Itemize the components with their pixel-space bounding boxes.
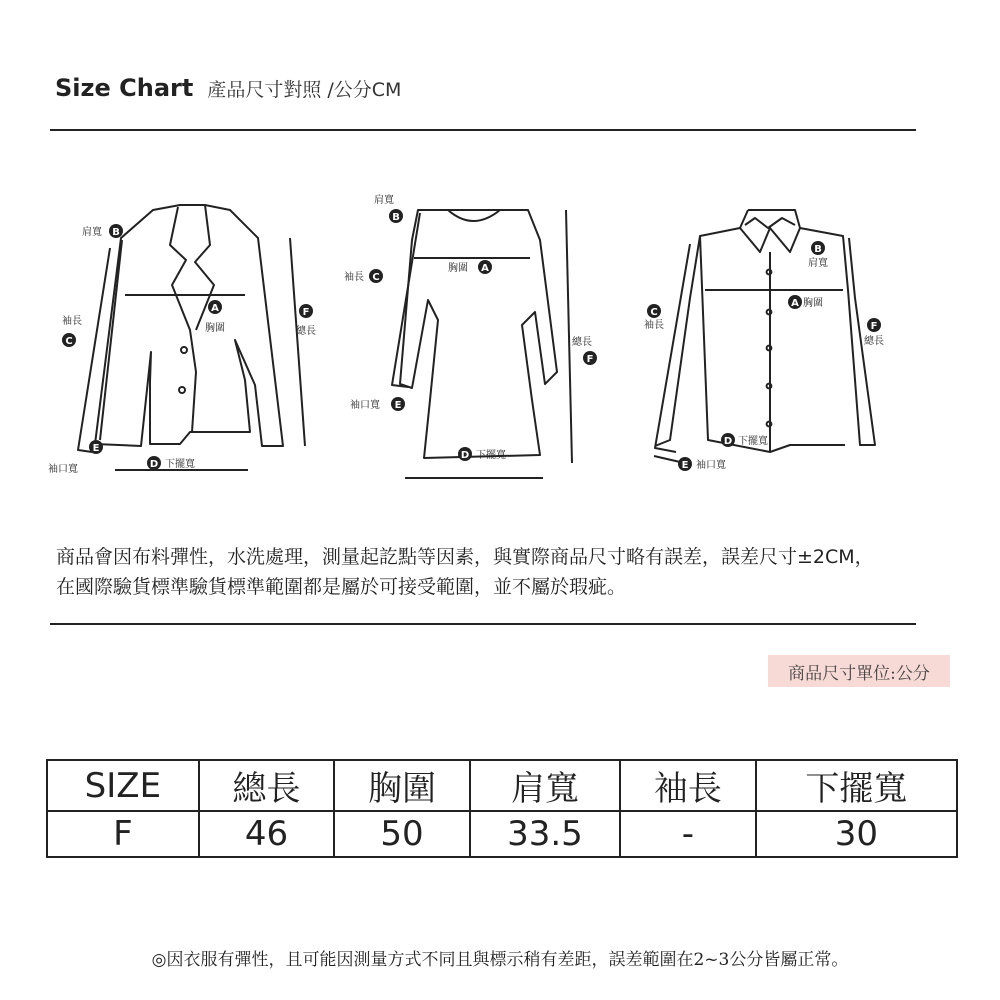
svg-text:B: B xyxy=(392,212,400,223)
shirt-chest-label: 胸圍 xyxy=(803,298,823,309)
svg-text:A: A xyxy=(211,303,219,314)
header-sleeve: 袖長 xyxy=(620,760,756,811)
disclaimer-note xyxy=(56,542,874,602)
dress-hem-label: 下擺寬 xyxy=(476,450,506,461)
chart-subtitle: 產品尺寸對照 /公分CM xyxy=(207,79,402,101)
cell-total-length: 46 xyxy=(199,811,335,857)
unit-badge: 商品尺寸單位:公分 xyxy=(768,655,950,687)
table-row xyxy=(47,811,957,857)
dress-length-label: 總長 xyxy=(572,337,592,348)
jacket-cuff-label: 袖口寬 xyxy=(48,464,78,475)
svg-text:E: E xyxy=(92,443,100,454)
svg-text:D: D xyxy=(149,459,159,470)
measurement-badges xyxy=(48,193,884,475)
footer-note: ◎因衣服有彈性，且可能因測量方式不同且與標示稍有差距，誤差範圍在2~3公分皆屬正常。 xyxy=(151,950,849,970)
cell-hem: 30 xyxy=(756,811,957,857)
size-table xyxy=(46,759,958,858)
cell-size: F xyxy=(47,811,199,857)
dress-shoulder-label: 肩寬 xyxy=(374,195,394,206)
svg-text:B: B xyxy=(814,244,822,255)
disclaimer-line-1: 商品會因布料彈性，水洗處理，測量起訖點等因素，與實際商品尺寸略有誤差，誤差尺寸±2CM， xyxy=(56,546,874,568)
svg-text:A: A xyxy=(791,298,799,309)
header-hem: 下擺寬 xyxy=(756,760,957,811)
dress-chest-label: 胸圍 xyxy=(448,263,468,274)
dress-sleeve-label: 袖長 xyxy=(344,272,364,283)
chart-title: Size Chart xyxy=(55,74,194,102)
svg-text:C: C xyxy=(650,307,658,318)
divider-middle xyxy=(50,623,916,625)
jacket-hem-label: 下擺寬 xyxy=(165,459,195,470)
cell-sleeve: - xyxy=(620,811,756,857)
svg-text:C: C xyxy=(372,272,380,283)
jacket-shoulder-label: 肩寬 xyxy=(82,227,102,238)
cell-chest: 50 xyxy=(334,811,470,857)
jacket-length-label: 總長 xyxy=(296,326,316,337)
shirt-illustration xyxy=(654,210,875,462)
svg-text:B: B xyxy=(112,227,120,238)
jacket-sleeve-label: 袖長 xyxy=(62,316,82,327)
shirt-shoulder-label: 肩寬 xyxy=(808,258,828,269)
svg-text:D: D xyxy=(723,436,733,447)
svg-text:A: A xyxy=(481,263,489,274)
header-total-length: 總長 xyxy=(199,760,335,811)
jacket-illustration xyxy=(78,205,305,470)
svg-text:E: E xyxy=(681,460,689,471)
shirt-hem-label: 下擺寬 xyxy=(738,436,768,447)
shirt-cuff-label: 袖口寬 xyxy=(696,460,726,471)
jacket-chest-label: 胸圍 xyxy=(205,323,225,334)
svg-text:E: E xyxy=(394,400,402,411)
header-size: SIZE xyxy=(47,760,199,811)
svg-text:F: F xyxy=(586,354,594,365)
dress-cuff-label: 袖口寬 xyxy=(350,400,380,411)
dress-illustration xyxy=(392,210,572,478)
svg-text:F: F xyxy=(302,307,310,318)
svg-text:C: C xyxy=(65,336,73,347)
disclaimer-line-2: 在國際驗貨標準驗貨標準範圍都是屬於可接受範圍，並不屬於瑕疵。 xyxy=(56,576,627,598)
size-table-header-row xyxy=(47,760,957,811)
header-chest: 胸圍 xyxy=(334,760,470,811)
cell-shoulder: 33.5 xyxy=(470,811,620,857)
header-shoulder: 肩寬 xyxy=(470,760,620,811)
svg-text:F: F xyxy=(870,321,878,332)
shirt-length-label: 總長 xyxy=(864,336,884,347)
shirt-sleeve-label: 袖長 xyxy=(644,320,664,331)
svg-text:D: D xyxy=(460,450,470,461)
